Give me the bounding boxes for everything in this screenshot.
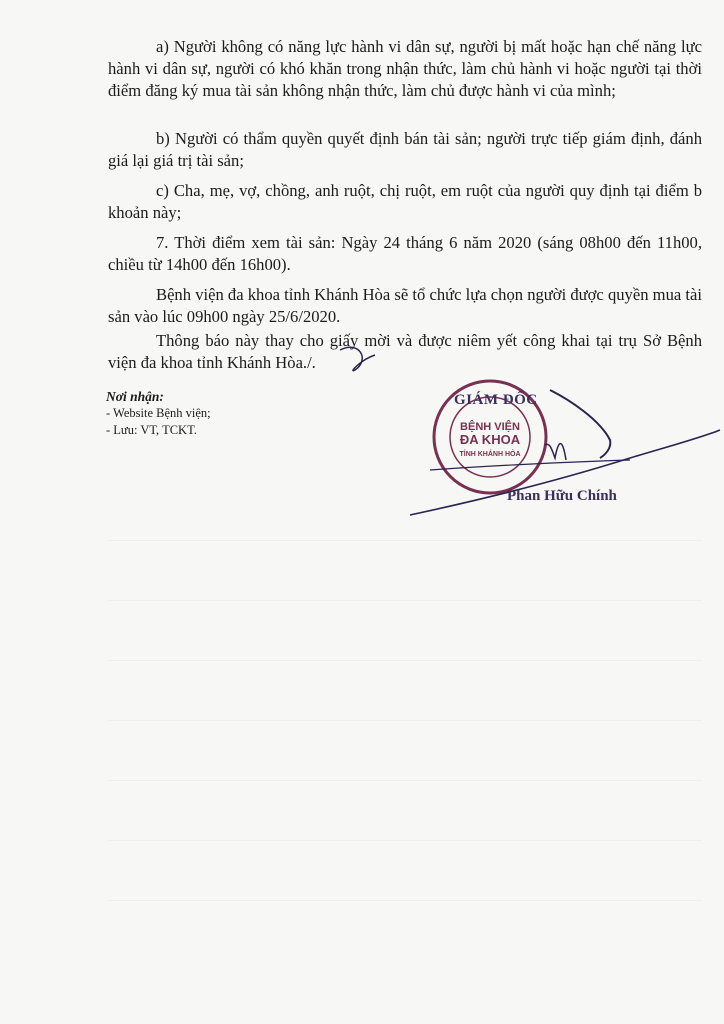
bleed-through-line: [108, 600, 702, 601]
signer-title: GIÁM ĐỐC: [454, 392, 538, 408]
paragraph-notice: Thông báo này thay cho giấy mời và được niêm yết công khai tại trụ Sở Bệnh viện đa khoa tỉnh Khánh Hòa./.: [108, 331, 702, 372]
paragraph-a: a) Người không có năng lực hành vi dân sự, người bị mất hoặc hạn chế năng lực hành vi dân sự, người có khó khăn trong nhận thức, làm chủ hành vi hoặc người tại thời điểm đăng ký mua tài sản không nhận thức, làm chủ được hành vi của mình;: [108, 37, 702, 100]
bleed-through-line: [108, 720, 702, 721]
recipients-title: Nơi nhận:: [106, 389, 164, 404]
bleed-through-line: [108, 660, 702, 661]
stamp-line-3: TỈNH KHÁNH HÒA: [459, 451, 521, 458]
bleed-through-line: [108, 840, 702, 841]
paragraph-selection: Bệnh viện đa khoa tỉnh Khánh Hòa sẽ tổ chức lựa chọn người được quyền mua tài sản vào lúc 09h00 ngày 25/6/2020.: [108, 285, 702, 326]
stamp-line-2: ĐA KHOA: [459, 432, 521, 447]
bleed-through-line: [108, 780, 702, 781]
recipient-item: - Website Bệnh viện;: [106, 406, 211, 420]
stamp-line-1: BỆNH VIỆN: [460, 421, 520, 433]
recipients-block: [106, 388, 211, 439]
paragraph-b: b) Người có thẩm quyền quyết định bán tài sản; người trực tiếp giám định, đánh giá lại giá trị tài sản;: [108, 129, 702, 170]
paragraph-item-7: 7. Thời điểm xem tài sản: Ngày 24 tháng 6 năm 2020 (sáng 08h00 đến 11h00, chiều từ 14h00 đến 16h00).: [108, 233, 702, 274]
bleed-through-line: [108, 900, 702, 901]
paragraph-c: c) Cha, mẹ, vợ, chồng, anh ruột, chị ruột, em ruột của người quy định tại điểm b khoản này;: [108, 181, 702, 222]
signer-name: Phan Hữu Chính: [507, 488, 617, 504]
recipient-item: - Lưu: VT, TCKT.: [106, 423, 197, 437]
bleed-through-line: [108, 540, 702, 541]
